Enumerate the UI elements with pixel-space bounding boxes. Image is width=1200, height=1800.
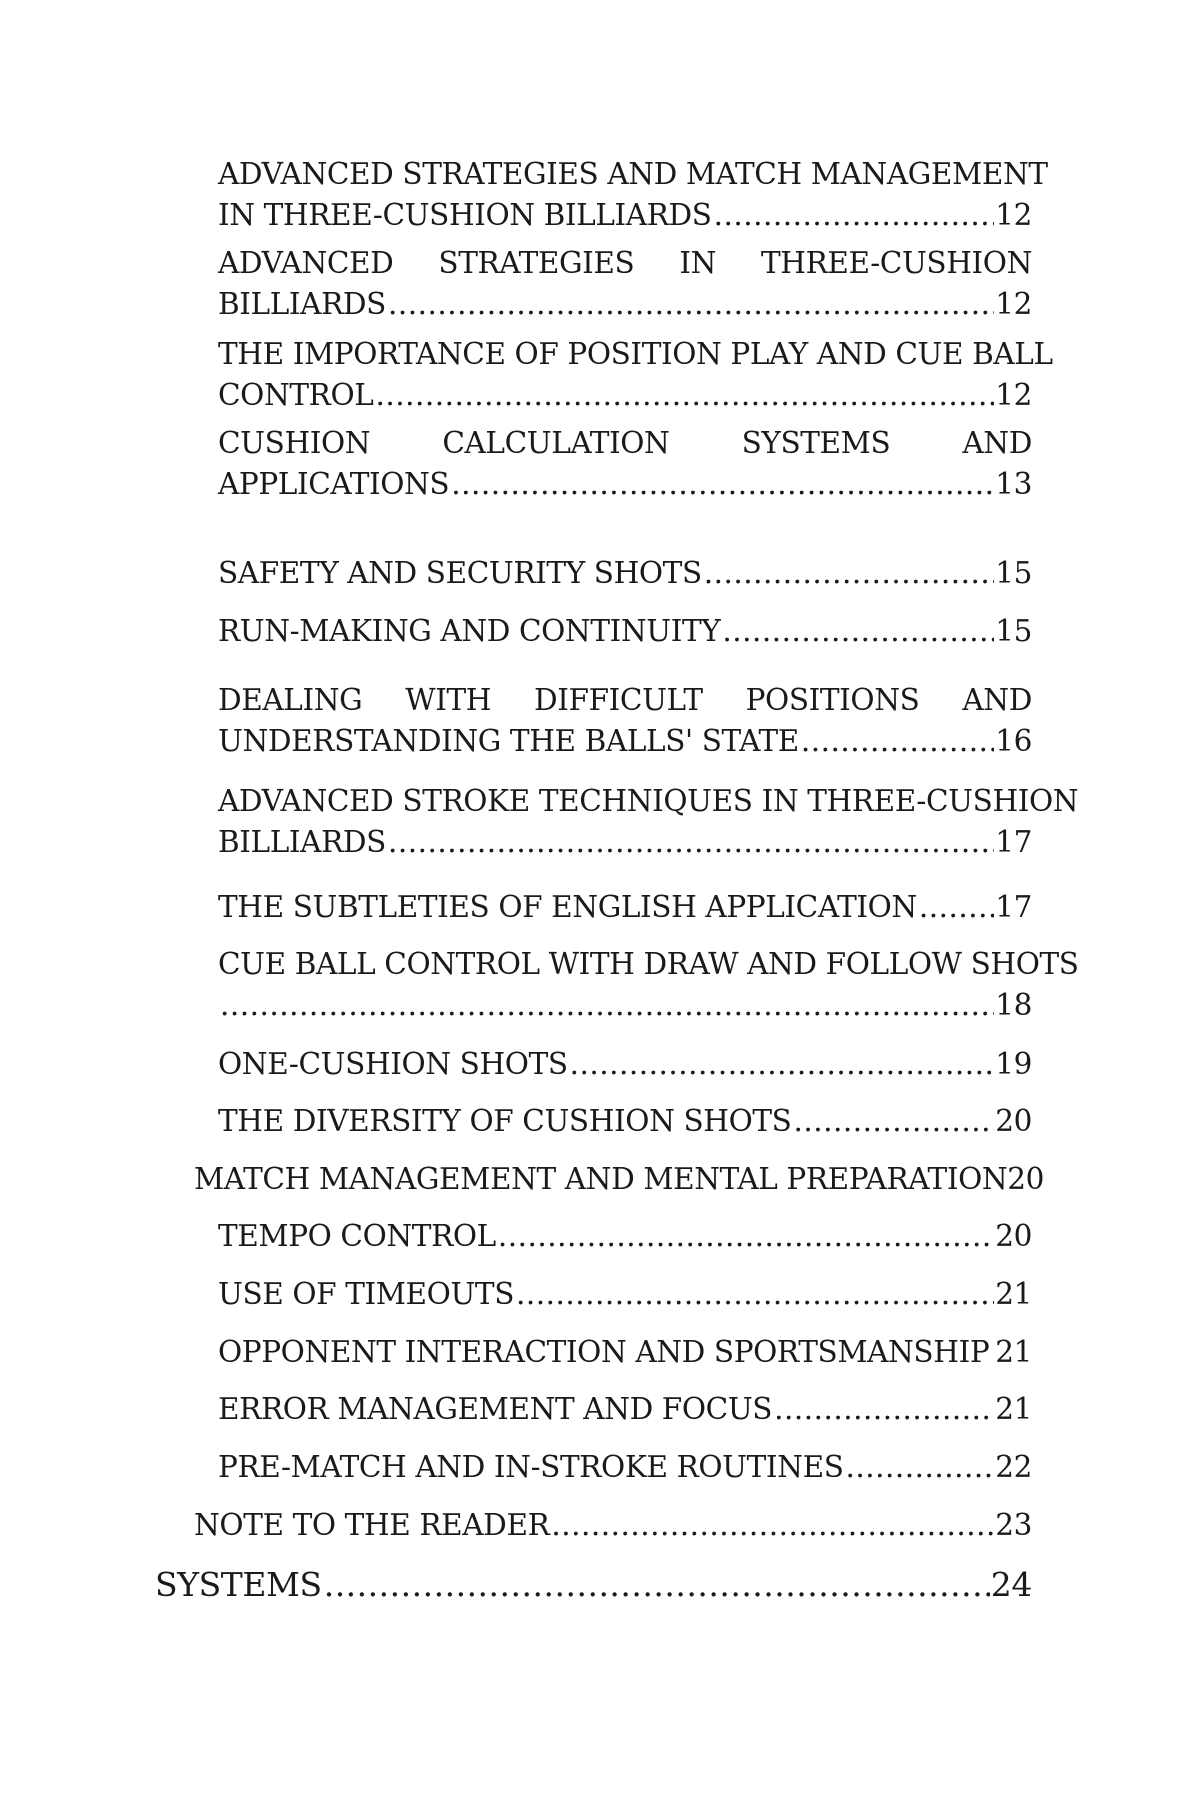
toc-word: THREE-CUSHION xyxy=(760,246,1032,280)
toc-entry-title: BILLIARDS xyxy=(218,825,386,859)
toc-page-number: 18 xyxy=(995,988,1032,1022)
toc-page-number: 21 xyxy=(995,1277,1032,1311)
toc-entry-title: RUN-MAKING AND CONTINUITY xyxy=(218,614,721,648)
toc-word: CUSHION xyxy=(218,426,371,460)
toc-entry-title: TEMPO CONTROL xyxy=(218,1219,496,1253)
toc-word: IN xyxy=(679,246,716,280)
toc-entry[interactable] xyxy=(218,944,1079,1026)
dot-leader xyxy=(324,1562,990,1607)
toc-page-number: 20 xyxy=(1007,1162,1045,1196)
toc-entry[interactable] xyxy=(218,243,1032,325)
toc-page-number: 12 xyxy=(995,287,1032,321)
toc-entry[interactable] xyxy=(218,1274,1032,1315)
toc-entry-title: USE OF TIMEOUTS xyxy=(218,1277,515,1311)
dot-leader xyxy=(722,611,994,652)
toc-entry[interactable] xyxy=(218,1389,1032,1430)
toc-entry-title: SAFETY AND SECURITY SHOTS xyxy=(218,556,702,590)
toc-entry-title-line: ADVANCED STRATEGIES AND MATCH MANAGEMENT xyxy=(218,157,1048,191)
toc-entry-title: BILLIARDS xyxy=(218,287,386,321)
toc-page-number: 20 xyxy=(995,1104,1032,1138)
toc-entry-title-line: ADVANCED STROKE TECHNIQUES IN THREE-CUSHION xyxy=(218,784,1079,818)
toc-entry-title-line xyxy=(218,423,1032,464)
toc-entry[interactable] xyxy=(218,334,1053,416)
dot-leader xyxy=(991,1332,994,1373)
toc-page-number: 17 xyxy=(995,890,1032,924)
toc-page-number: 19 xyxy=(995,1047,1032,1081)
toc-entry[interactable] xyxy=(218,1332,1032,1373)
toc-entry-title: PRE-MATCH AND IN-STROKE ROUTINES xyxy=(218,1450,844,1484)
toc-entry[interactable] xyxy=(194,1505,1032,1546)
dot-leader xyxy=(774,1389,994,1430)
toc-page-number: 20 xyxy=(995,1219,1032,1253)
toc-word: ADVANCED xyxy=(218,246,394,280)
toc-entry-title: UNDERSTANDING THE BALLS' STATE xyxy=(218,724,799,758)
toc-entry-title: THE SUBTLETIES OF ENGLISH APPLICATION xyxy=(218,890,917,924)
toc-entry[interactable] xyxy=(218,154,1048,236)
dot-leader xyxy=(714,195,995,236)
toc-page-number: 15 xyxy=(995,556,1032,590)
toc-word: POSITIONS xyxy=(745,683,920,717)
toc-entry-title: MATCH MANAGEMENT AND MENTAL PREPARATION xyxy=(194,1162,1008,1196)
toc-entry-title: ONE-CUSHION SHOTS xyxy=(218,1047,568,1081)
toc-entry[interactable] xyxy=(194,1159,1045,1200)
toc-word: DIFFICULT xyxy=(534,683,703,717)
dot-leader xyxy=(375,375,994,416)
toc-word: AND xyxy=(962,426,1032,460)
toc-word: AND xyxy=(962,683,1032,717)
toc-word: STRATEGIES xyxy=(438,246,635,280)
toc-entry[interactable] xyxy=(218,887,1032,928)
toc-entry-title: OPPONENT INTERACTION AND SPORTSMANSHIP xyxy=(218,1335,990,1369)
dot-leader xyxy=(388,822,994,863)
dot-leader xyxy=(794,1101,995,1142)
toc-entry-title: CONTROL xyxy=(218,378,374,412)
dot-leader xyxy=(551,1505,994,1546)
toc-page-number: 12 xyxy=(995,198,1032,232)
toc-entry[interactable] xyxy=(218,1216,1032,1257)
toc-word: WITH xyxy=(405,683,492,717)
toc-page-number: 23 xyxy=(995,1508,1032,1542)
toc-entry-title-line: CUE BALL CONTROL WITH DRAW AND FOLLOW SHOTS xyxy=(218,947,1079,981)
dot-leader xyxy=(516,1274,994,1315)
toc-page-number: 17 xyxy=(995,825,1032,859)
toc-entry-title: ERROR MANAGEMENT AND FOCUS xyxy=(218,1392,773,1426)
toc-page-number: 16 xyxy=(995,724,1032,758)
toc-page-number: 13 xyxy=(995,467,1032,501)
toc-entry-title: THE DIVERSITY OF CUSHION SHOTS xyxy=(218,1104,792,1138)
dot-leader xyxy=(498,1216,994,1257)
toc-page-number: 21 xyxy=(995,1392,1032,1426)
toc-word: CALCULATION xyxy=(442,426,670,460)
toc-entry[interactable] xyxy=(218,781,1079,863)
toc-entry-title: SYSTEMS xyxy=(155,1565,322,1604)
toc-entry[interactable] xyxy=(218,1044,1032,1085)
dot-leader xyxy=(220,985,994,1026)
dot-leader xyxy=(451,464,994,505)
toc-entry[interactable] xyxy=(218,680,1032,762)
dot-leader xyxy=(919,887,994,928)
toc-page-number: 12 xyxy=(995,378,1032,412)
toc-entry[interactable] xyxy=(218,553,1032,594)
toc-page-number: 24 xyxy=(990,1565,1032,1604)
toc-entry[interactable] xyxy=(218,1447,1032,1488)
dot-leader xyxy=(846,1447,995,1488)
toc-entry[interactable] xyxy=(218,1101,1032,1142)
dot-leader xyxy=(704,553,994,594)
toc-entry-title-line xyxy=(218,680,1032,721)
toc-page-number: 15 xyxy=(995,614,1032,648)
toc-entry-title: APPLICATIONS xyxy=(218,467,450,501)
dot-leader xyxy=(570,1044,995,1085)
toc-entry[interactable] xyxy=(218,611,1032,652)
toc-page-number: 21 xyxy=(995,1335,1032,1369)
toc-page-number: 22 xyxy=(995,1450,1032,1484)
toc-entry-title: NOTE TO THE READER xyxy=(194,1508,550,1542)
toc-entry[interactable] xyxy=(155,1562,1032,1607)
dot-leader xyxy=(388,284,994,325)
toc-entry-title: IN THREE-CUSHION BILLIARDS xyxy=(218,198,712,232)
toc-word: SYSTEMS xyxy=(741,426,891,460)
toc-entry[interactable] xyxy=(218,423,1032,505)
toc-entry-title-line: THE IMPORTANCE OF POSITION PLAY AND CUE BALL xyxy=(218,337,1053,371)
toc-word: DEALING xyxy=(218,683,363,717)
dot-leader xyxy=(801,721,994,762)
toc-entry-title-line xyxy=(218,243,1032,284)
